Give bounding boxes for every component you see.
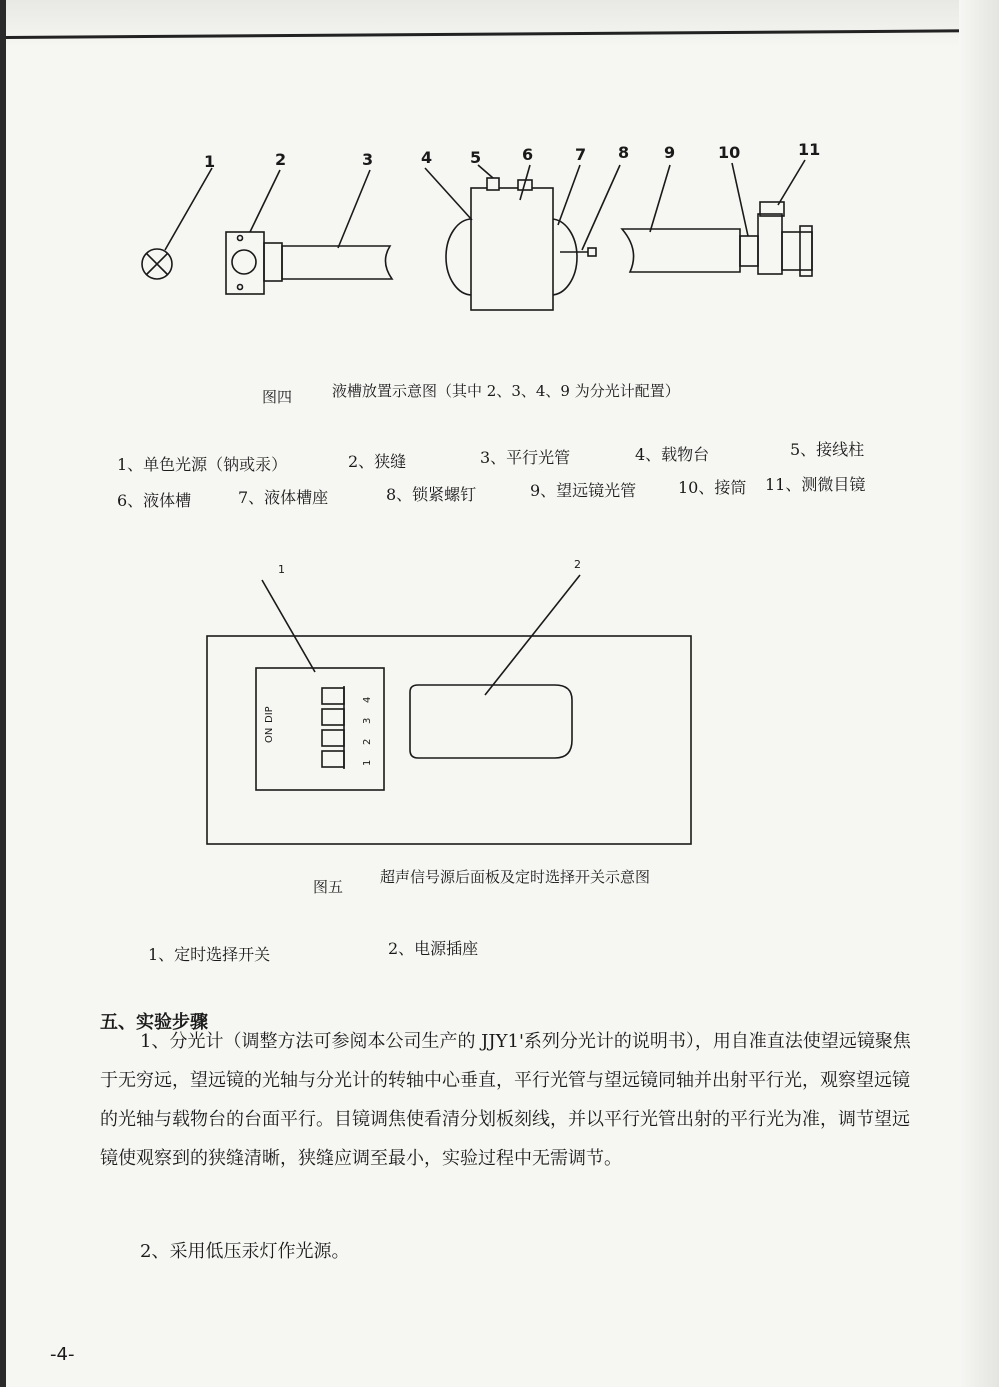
fig4-number-8: 8: [618, 143, 630, 162]
power-socket: [410, 685, 572, 758]
fig4-legend-7: 7、液体槽座: [238, 488, 329, 507]
fig5-caption-text: 超声信号源后面板及定时选择开关示意图: [380, 868, 651, 886]
fig4-caption-text: 液槽放置示意图（其中 2、3、4、9 为分光计配置）: [332, 382, 680, 400]
dip-switch-box: [256, 668, 384, 790]
fig4-legend-5: 5、接线柱: [790, 440, 865, 459]
switch-number-1: 1: [362, 759, 373, 766]
leader-8: [582, 165, 620, 250]
fig4-number-3: 3: [362, 150, 374, 169]
fig4-caption-label: 图四: [262, 388, 293, 406]
fig4-number-11: 11: [798, 140, 821, 159]
section-heading: 五、实验步骤: [100, 1012, 208, 1033]
fig4-legend-6: 6、液体槽: [117, 491, 192, 510]
leader-10: [732, 163, 748, 236]
fig4-number-7: 7: [575, 145, 587, 164]
fig5-callout-2: 2: [574, 558, 581, 571]
paragraph-1: 1、分光计（调整方法可参阅本公司生产的 JJY1'系列分光计的说明书），用自准直法使望远镜聚焦于无穷远，望远镜的光轴与分光计的转轴中心垂直，平行光管与望远镜同轴并出射平行光，观察望远镜的光轴与载物台的台面平行。目镜调焦使看清分划板刻线，并以平行光管出射的平行光为准，调节望远镜使观察到的狭缝清晰，狭缝应调至最小，实验过程中无需调节。: [100, 1031, 911, 1169]
collimator-tube: [282, 246, 392, 279]
fig4-legend-10: 10、接筒: [678, 478, 747, 497]
fig4-legend-1: 1、单色光源（钠或汞）: [117, 455, 288, 474]
switch-number-2: 2: [362, 738, 373, 745]
paragraph-2: 2、采用低压汞灯作光源。: [140, 1241, 350, 1262]
fig4-legend-11: 11、测微目镜: [765, 475, 866, 494]
leader-11: [778, 160, 805, 205]
telescope-tube: [622, 229, 740, 272]
fig5-legend-2: 2、电源插座: [388, 939, 479, 958]
leader-9: [650, 165, 670, 232]
fig4-legend-3: 3、平行光管: [480, 448, 571, 467]
switch-label-on: ON: [264, 727, 275, 743]
fig4-legend-4: 4、载物台: [635, 445, 710, 464]
fig4-number-1: 1: [204, 152, 216, 171]
fig4-legend-8: 8、锁紧螺钉: [386, 485, 477, 504]
leader-3: [338, 170, 370, 248]
switch-label-dip: DIP: [264, 706, 275, 723]
fig4-number-5: 5: [470, 148, 482, 167]
liquid-cell: [471, 188, 553, 310]
leader-4: [425, 168, 472, 220]
leader-7: [558, 165, 580, 225]
page-number: -4-: [50, 1344, 75, 1365]
fig4-number-10: 10: [718, 143, 741, 162]
fig4-legend-2: 2、狭缝: [348, 452, 407, 471]
fig4-number-6: 6: [522, 145, 534, 164]
connector-tube: [740, 236, 758, 266]
leader-2: [250, 170, 280, 232]
fig4-number-9: 9: [664, 143, 676, 162]
fig5-legend-1: 1、定时选择开关: [148, 945, 271, 964]
switch-number-4: 4: [362, 696, 373, 703]
fig4-legend-9: 9、望远镜光管: [530, 481, 637, 500]
leader-1: [165, 168, 212, 250]
switch-number-3: 3: [362, 717, 373, 724]
callout-leader-1: [262, 580, 315, 672]
callout-leader-2: [485, 575, 580, 695]
fig5-callout-1: 1: [278, 563, 285, 576]
fig4-number-4: 4: [421, 148, 433, 167]
fig4-number-2: 2: [275, 150, 287, 169]
fig5-caption-label: 图五: [313, 878, 344, 896]
